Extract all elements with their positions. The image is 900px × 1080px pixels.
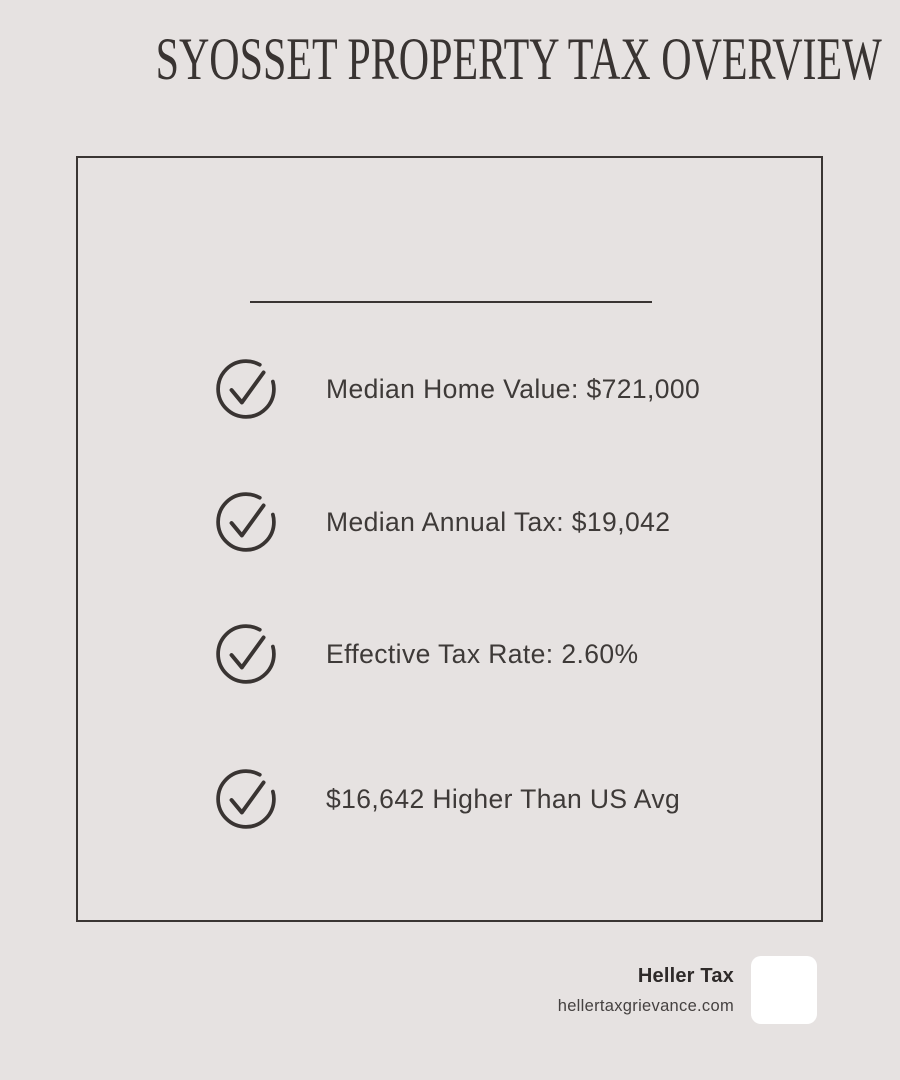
checklist-item	[215, 768, 680, 830]
stats-card	[76, 156, 823, 922]
checklist-item	[215, 623, 638, 685]
page-title	[0, 26, 900, 92]
logo-tile	[751, 956, 817, 1024]
footer	[558, 956, 817, 1024]
checklist-item	[215, 491, 670, 553]
checklist-item-label: Median Annual Tax: $19,042	[326, 506, 671, 537]
check-circle-icon	[215, 358, 277, 420]
checklist-item-label: Median Home Value: $721,000	[326, 373, 701, 404]
checklist-item-label: $16,642 Higher Than US Avg	[326, 783, 681, 814]
divider-line	[250, 301, 652, 303]
checklist-item-label: Effective Tax Rate: 2.60%	[326, 638, 639, 669]
check-circle-icon	[215, 491, 277, 553]
website-url: hellertaxgrievance.com	[557, 996, 734, 1015]
checklist-item	[215, 358, 700, 420]
brand-name: Heller Tax	[637, 964, 734, 987]
check-circle-icon	[215, 768, 277, 830]
page-title-text: SYOSSET PROPERTY TAX OVERVIEW	[155, 26, 882, 92]
footer-text	[558, 965, 734, 1016]
check-circle-icon	[215, 623, 277, 685]
